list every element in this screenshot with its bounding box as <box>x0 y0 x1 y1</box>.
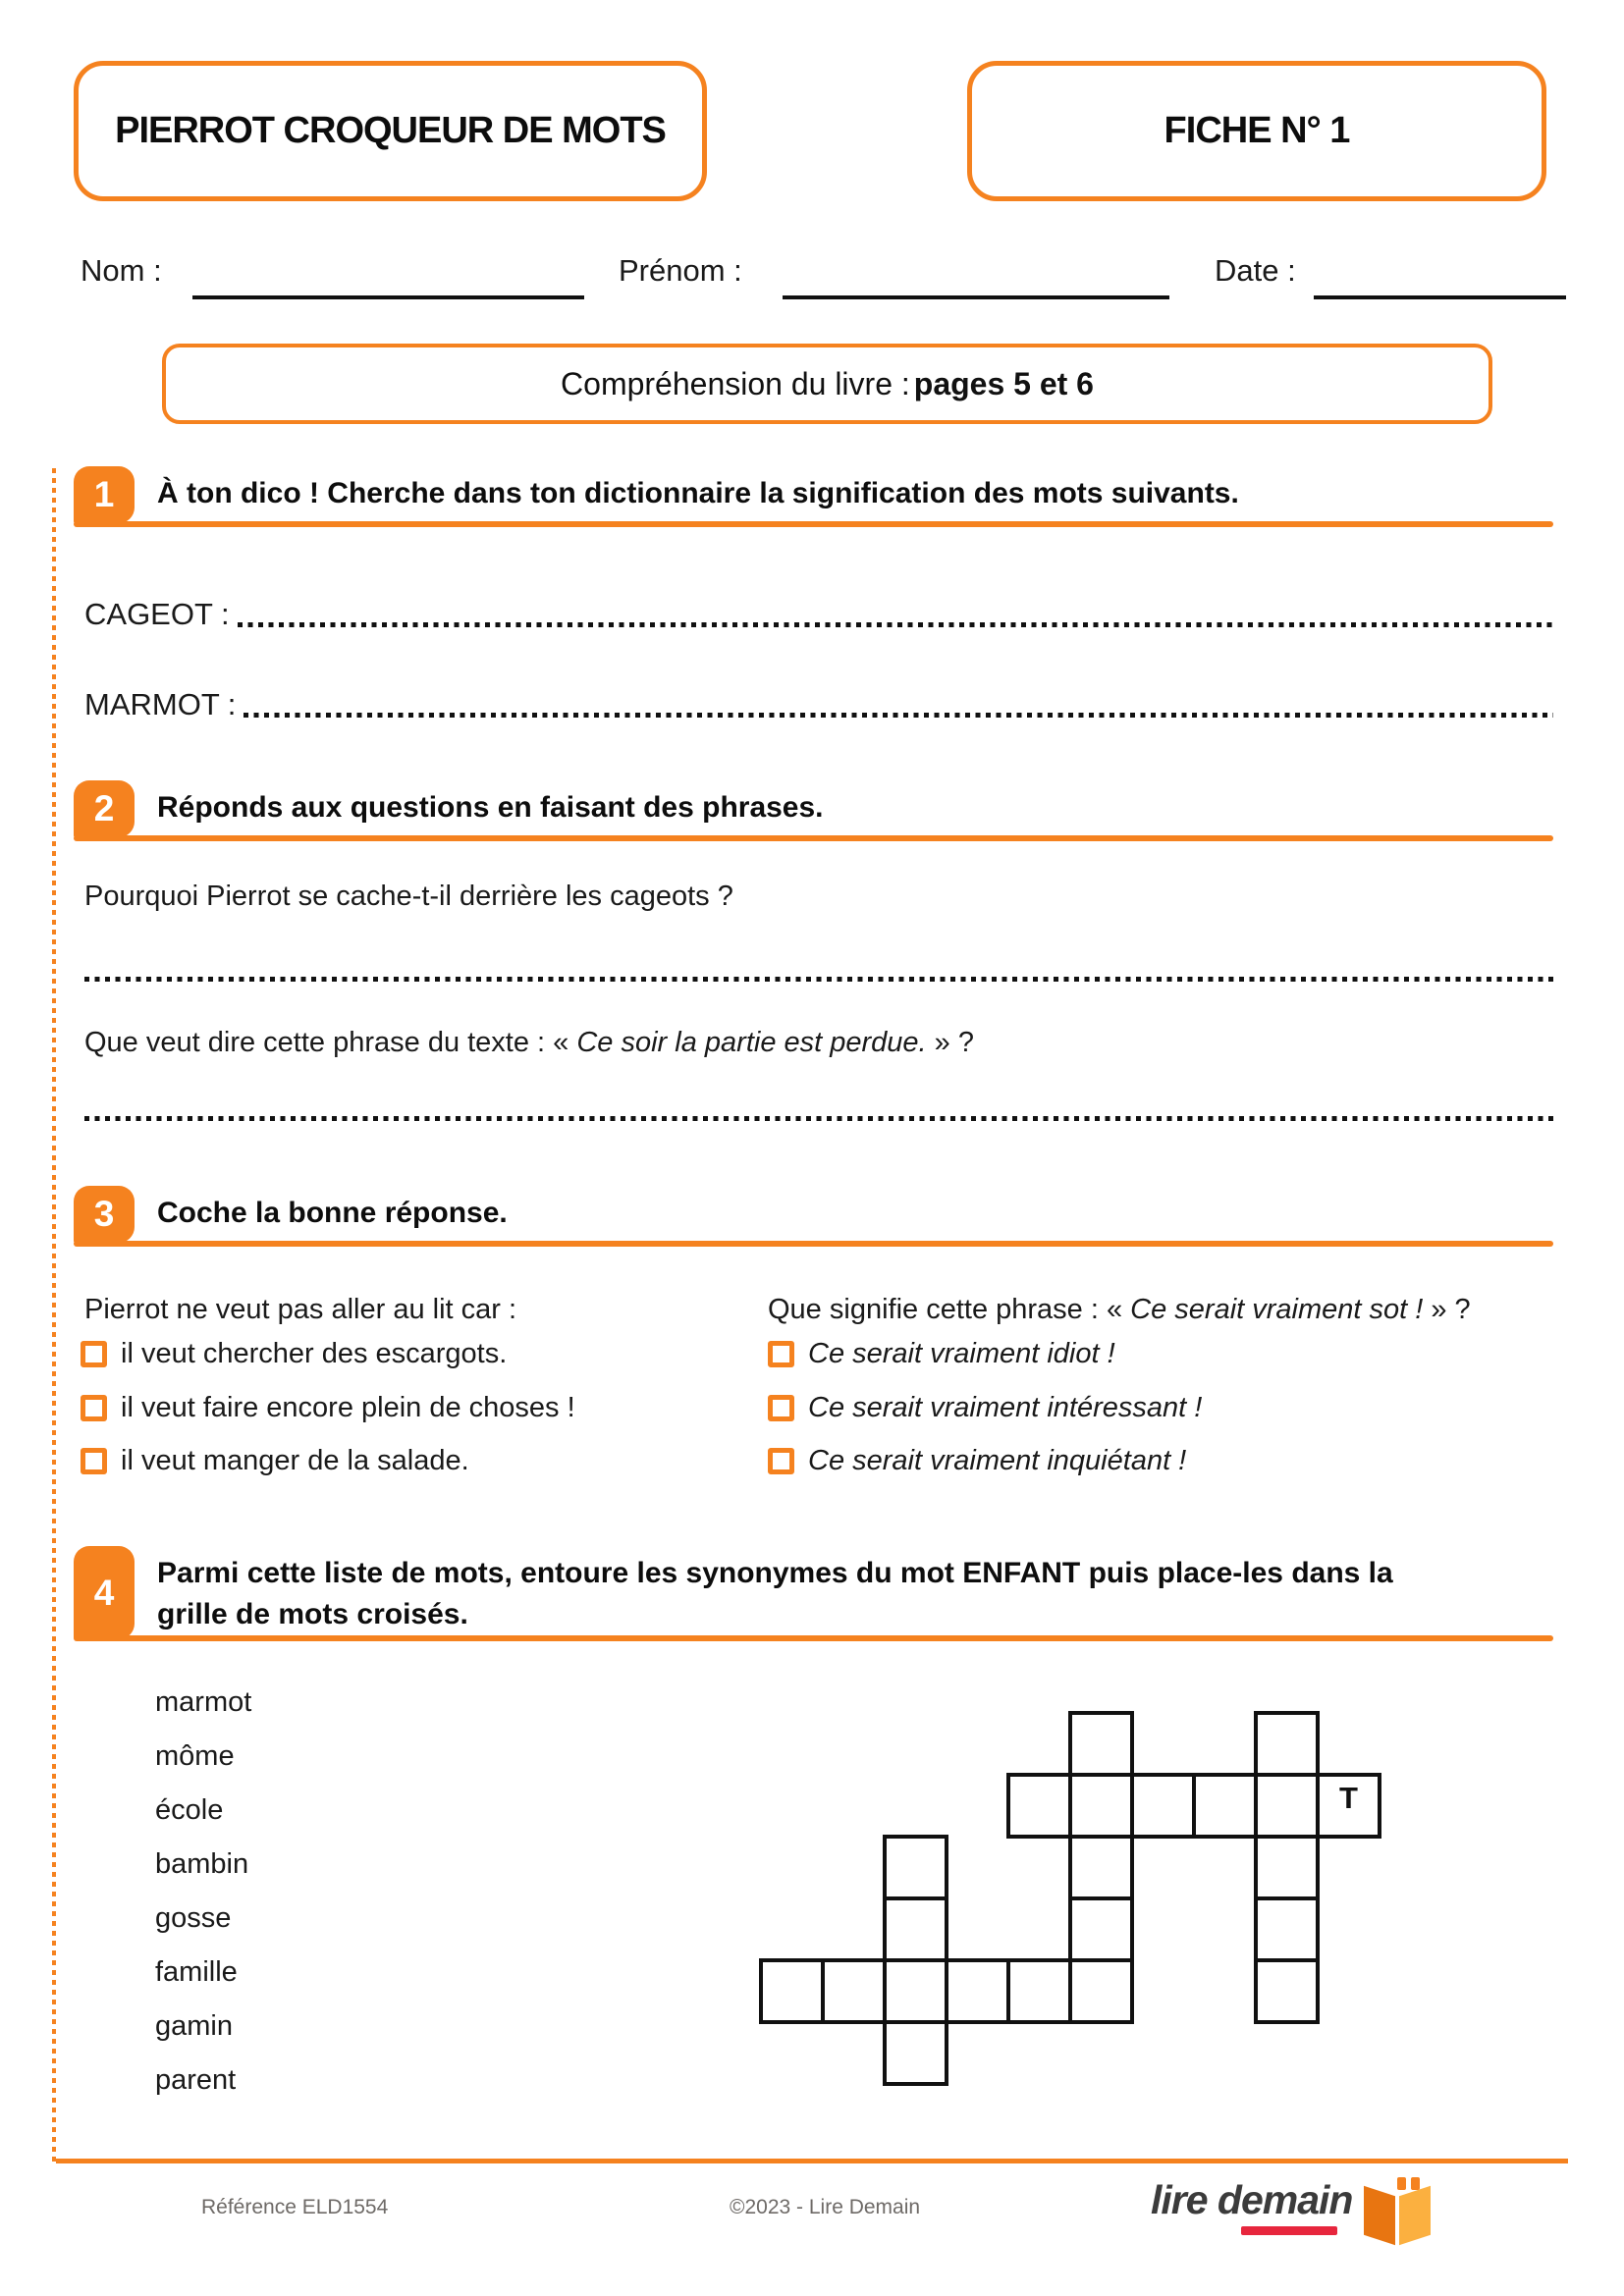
option-label: il veut manger de la salade. <box>121 1445 469 1476</box>
word-list-item[interactable]: gamin <box>155 2010 233 2042</box>
checkbox-salade[interactable] <box>81 1448 107 1474</box>
section4-title: Parmi cette liste de mots, entoure les synonymes du mot ENFANT puis place-les dans la grille de mots croisés. <box>157 1557 1393 1630</box>
question2-text <box>84 1027 974 1059</box>
nom-input-line[interactable] <box>192 295 584 299</box>
option-label: Ce serait vraiment idiot ! <box>808 1338 1115 1369</box>
crossword-cell[interactable] <box>1068 1835 1134 1900</box>
section2-title: Réponds aux questions en faisant des phrases. <box>157 791 824 824</box>
fiche-number: FICHE N° 1 <box>1164 110 1350 151</box>
title-box <box>74 61 707 201</box>
crossword-cell[interactable] <box>1068 1773 1134 1839</box>
section3-title: Coche la bonne réponse. <box>157 1197 508 1229</box>
nom-label: Nom : <box>81 253 162 288</box>
cageot-answer-line[interactable] <box>238 622 1553 627</box>
question2-pre: Que veut dire cette phrase du texte : « <box>84 1027 577 1058</box>
crossword-cell[interactable] <box>1068 1958 1134 2024</box>
section2-number: 2 <box>93 788 115 828</box>
section1-number: 1 <box>93 474 115 514</box>
date-input-line[interactable] <box>1314 295 1566 299</box>
crossword-cell[interactable] <box>1316 1773 1381 1839</box>
crossword-cell[interactable] <box>1254 1896 1320 1962</box>
crossword-cell[interactable] <box>1254 1711 1320 1777</box>
checkbox-escargots[interactable] <box>81 1341 107 1367</box>
prenom-input-line[interactable] <box>783 295 1169 299</box>
checkbox-inquietant[interactable] <box>768 1448 794 1474</box>
definition-row-cageot <box>84 597 1553 632</box>
section1-title: À ton dico ! Cherche dans ton dictionnaire la signification des mots suivants. <box>157 477 1239 509</box>
word-list-item[interactable]: môme <box>155 1740 235 1772</box>
margin-dotted-line <box>52 468 56 2163</box>
question2-answer-line[interactable] <box>84 1116 1553 1121</box>
crossword-cell[interactable] <box>1254 1773 1320 1839</box>
option-label: Ce serait vraiment inquiétant ! <box>808 1445 1187 1476</box>
question1-text: Pourquoi Pierrot se cache-t-il derrière les cageots ? <box>84 881 733 912</box>
mcq-left-option-row <box>81 1445 469 1477</box>
section4-badge <box>74 1546 135 1639</box>
crossword-cell[interactable] <box>1192 1773 1258 1839</box>
crossword-cell[interactable] <box>821 1958 887 2024</box>
section1-rule <box>74 521 1553 527</box>
question2-post: » ? <box>926 1027 974 1058</box>
word-list-item[interactable]: parent <box>155 2064 237 2096</box>
word-list-item[interactable]: gosse <box>155 1902 232 1934</box>
logo-tagline <box>1241 2226 1337 2235</box>
crossword-cell[interactable] <box>883 1896 948 1962</box>
question1-answer-line[interactable] <box>84 977 1553 982</box>
mcq-right-option-row <box>768 1445 1186 1477</box>
mcq-right-question-post: » ? <box>1423 1294 1471 1325</box>
footer-copyright: ©2023 - Lire Demain <box>730 2196 921 2218</box>
crossword-cell[interactable] <box>1068 1711 1134 1777</box>
checkbox-choses[interactable] <box>81 1395 107 1421</box>
option-label: il veut faire encore plein de choses ! <box>121 1392 575 1423</box>
mcq-right-question-quote: Ce serait vraiment sot ! <box>1130 1294 1424 1325</box>
crossword-cell[interactable] <box>1254 1835 1320 1900</box>
cageot-label: CAGEOT : <box>84 597 230 631</box>
crossword-cell[interactable] <box>1068 1896 1134 1962</box>
mcq-right-question <box>768 1294 1471 1326</box>
logo-wordmark: lire demain <box>1151 2177 1353 2222</box>
section1-badge <box>74 466 135 523</box>
publisher-logo <box>1151 2177 1433 2246</box>
checkbox-interessant[interactable] <box>768 1395 794 1421</box>
crossword-cell[interactable] <box>759 1958 825 2024</box>
word-list-item[interactable]: marmot <box>155 1686 252 1718</box>
question2-quote: Ce soir la partie est perdue. <box>576 1027 927 1058</box>
crossword-cell[interactable] <box>883 2020 948 2086</box>
crossword-grid <box>759 1711 1456 2148</box>
fiche-number-box <box>967 61 1546 201</box>
word-list-item[interactable]: école <box>155 1794 224 1826</box>
banner-pages: pages 5 et 6 <box>913 365 1094 401</box>
marmot-label: MARMOT : <box>84 687 237 721</box>
checkbox-idiot[interactable] <box>768 1341 794 1367</box>
footer-reference: Référence ELD1554 <box>201 2196 389 2218</box>
crossword-cell[interactable] <box>1006 1773 1072 1839</box>
section3-rule <box>74 1241 1553 1247</box>
mcq-right-option-row <box>768 1338 1115 1370</box>
option-label: Ce serait vraiment intéressant ! <box>808 1392 1203 1423</box>
word-list <box>155 1676 251 2108</box>
crossword-cell[interactable] <box>1130 1773 1196 1839</box>
open-book-icon <box>1362 2177 1433 2246</box>
mcq-left-option-row <box>81 1392 575 1424</box>
crossword-cell[interactable] <box>1006 1958 1072 2024</box>
worksheet-title: PIERROT CROQUEUR DE MOTS <box>115 110 666 151</box>
option-label: il veut chercher des escargots. <box>121 1338 508 1369</box>
section4-number: 4 <box>93 1572 115 1613</box>
section4-rule <box>74 1635 1553 1641</box>
crossword-cell[interactable] <box>883 1835 948 1900</box>
definition-row-marmot <box>84 687 1553 722</box>
banner-prefix: Compréhension du livre : <box>561 365 910 401</box>
section3-badge <box>74 1186 135 1243</box>
marmot-answer-line[interactable] <box>244 713 1553 718</box>
crossword-prefilled-letter: T <box>1339 1781 1358 1815</box>
section3-number: 3 <box>93 1194 115 1234</box>
mcq-right-option-row <box>768 1392 1202 1424</box>
mcq-left-question: Pierrot ne veut pas aller au lit car : <box>84 1294 517 1325</box>
footer-rule <box>56 2159 1568 2163</box>
crossword-cell[interactable] <box>1254 1958 1320 2024</box>
crossword-cell[interactable] <box>945 1958 1010 2024</box>
crossword-cell[interactable] <box>883 1958 948 2024</box>
section2-badge <box>74 780 135 837</box>
word-list-item[interactable]: famille <box>155 1956 238 1988</box>
comprehension-banner <box>162 344 1492 424</box>
date-label: Date : <box>1215 253 1296 288</box>
word-list-item[interactable]: bambin <box>155 1848 249 1880</box>
mcq-right-question-pre: Que signifie cette phrase : « <box>768 1294 1131 1325</box>
mcq-left-option-row <box>81 1338 507 1370</box>
section2-rule <box>74 835 1553 841</box>
prenom-label: Prénom : <box>619 253 742 288</box>
